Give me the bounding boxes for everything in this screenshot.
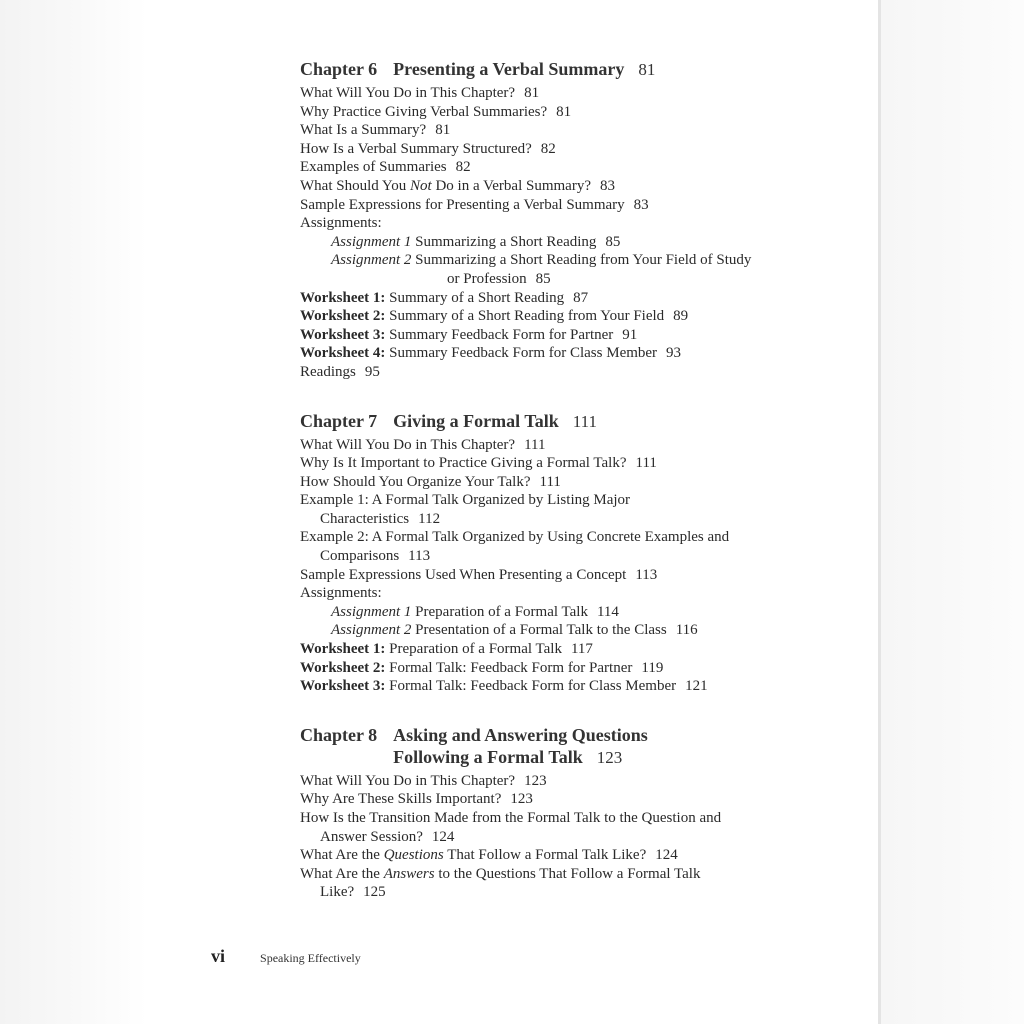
assignment-title: Summarizing a Short Reading from Your Field of Study bbox=[415, 252, 752, 269]
page-number: 114 bbox=[596, 603, 619, 620]
toc-entry-continuation bbox=[300, 828, 860, 847]
chapter-section bbox=[300, 58, 860, 382]
entry-text: Comparisons bbox=[320, 548, 400, 565]
chapter-heading bbox=[300, 724, 860, 769]
toc-entry bbox=[300, 196, 860, 215]
entry-text: What Will You Do in This Chapter? bbox=[300, 85, 516, 101]
entry-text: Answer Session? bbox=[320, 828, 423, 845]
page-number: 121 bbox=[685, 678, 708, 695]
chapter-title-line: Giving a Formal Talk bbox=[393, 410, 559, 431]
page-gutter-shadow bbox=[0, 0, 148, 1024]
toc-entry bbox=[300, 772, 860, 791]
chapter-title bbox=[393, 724, 648, 769]
worksheet-title: Summary of a Short Reading bbox=[389, 289, 565, 306]
page-number: 81 bbox=[556, 103, 572, 120]
page-number: 83 bbox=[633, 196, 649, 213]
entry-text: Do in a Verbal Summary? bbox=[431, 177, 591, 194]
page-number: 124 bbox=[655, 847, 678, 864]
toc-entry bbox=[300, 214, 860, 233]
entry-text: Example 1: A Formal Talk Organized by Listing Major bbox=[300, 492, 631, 509]
page-number: 123 bbox=[524, 772, 547, 789]
chapter-number: Chapter 7 bbox=[300, 410, 378, 431]
page-folio: vi bbox=[211, 946, 226, 966]
worksheet-entry bbox=[300, 307, 860, 326]
page-number: 111 bbox=[635, 455, 657, 472]
entry-text: Example 2: A Formal Talk Organized by Using Concrete Examples and bbox=[300, 529, 730, 546]
entry-text: Readings bbox=[300, 363, 356, 380]
page-number: 95 bbox=[364, 363, 380, 380]
page-footer bbox=[211, 946, 361, 967]
entry-text: What Is a Summary? bbox=[300, 122, 427, 139]
assignment-entry bbox=[300, 251, 860, 270]
entry-emphasis: Questions bbox=[383, 847, 444, 864]
page-number: 83 bbox=[600, 177, 615, 194]
assignment-title: or Profession bbox=[447, 270, 527, 287]
assignment-entry bbox=[300, 233, 860, 252]
worksheet-entry bbox=[300, 289, 860, 308]
toc-entry bbox=[300, 566, 860, 585]
toc-entry-continuation bbox=[300, 883, 860, 902]
worksheet-title: Summary of a Short Reading from Your Field bbox=[389, 308, 665, 325]
toc-entry bbox=[300, 103, 860, 122]
entry-text: Characteristics bbox=[320, 510, 410, 527]
page-number: 113 bbox=[635, 566, 658, 583]
toc-entry-continuation bbox=[300, 510, 860, 529]
assignment-title: Presentation of a Formal Talk to the Class bbox=[415, 622, 667, 639]
chapter-heading bbox=[300, 58, 860, 81]
page-number: 119 bbox=[641, 659, 664, 676]
entry-text: That Follow a Formal Talk Like? bbox=[443, 847, 647, 864]
toc-entry bbox=[300, 491, 860, 510]
page-number: 82 bbox=[455, 159, 471, 176]
entry-text: Sample Expressions Used When Presenting a Concept bbox=[300, 566, 627, 583]
chapter-title-line: Following a Formal Talk bbox=[393, 746, 583, 767]
entry-text: Examples of Summaries bbox=[300, 159, 447, 176]
toc-entry bbox=[300, 454, 860, 473]
assignment-label: Assignment 2 bbox=[331, 252, 412, 269]
chapter-title bbox=[393, 58, 655, 81]
worksheet-entry bbox=[300, 344, 860, 363]
worksheet-label: Worksheet 4: bbox=[300, 345, 386, 362]
running-footer-title: Speaking Effectively bbox=[260, 951, 361, 965]
assignment-title: Preparation of a Formal Talk bbox=[415, 603, 588, 620]
worksheet-title: Preparation of a Formal Talk bbox=[389, 641, 562, 658]
table-of-contents bbox=[300, 58, 860, 930]
page-number: 125 bbox=[363, 884, 386, 901]
page-number: 85 bbox=[605, 233, 621, 250]
page-number: 91 bbox=[622, 326, 638, 343]
worksheet-entry bbox=[300, 677, 860, 696]
toc-entry bbox=[300, 809, 860, 828]
entry-text: What Are the bbox=[300, 865, 384, 882]
page-number: 82 bbox=[540, 140, 556, 157]
worksheet-title: Summary Feedback Form for Partner bbox=[389, 326, 614, 343]
worksheet-title: Summary Feedback Form for Class Member bbox=[389, 345, 658, 362]
entry-text: Why Is It Important to Practice Giving a Formal Talk? bbox=[300, 455, 627, 472]
worksheet-label: Worksheet 3: bbox=[300, 326, 386, 343]
worksheet-label: Worksheet 2: bbox=[300, 308, 386, 325]
chapter-section bbox=[300, 410, 860, 696]
toc-entry bbox=[300, 140, 860, 159]
chapter-page-number: 81 bbox=[638, 60, 656, 79]
entry-emphasis: Not bbox=[410, 177, 432, 194]
toc-entry bbox=[300, 84, 860, 103]
chapter-title bbox=[393, 410, 597, 433]
chapter-title-line: Asking and Answering Questions bbox=[393, 724, 648, 745]
chapter-title-line: Presenting a Verbal Summary bbox=[393, 59, 625, 79]
worksheet-entry bbox=[300, 659, 860, 678]
toc-entry bbox=[300, 473, 860, 492]
worksheet-label: Worksheet 3: bbox=[300, 678, 386, 695]
page-number: 85 bbox=[535, 270, 551, 287]
worksheet-entry bbox=[300, 640, 860, 659]
entry-text: to the Questions That Follow a Formal Talk bbox=[434, 865, 701, 882]
chapter-page-number: 111 bbox=[572, 411, 597, 431]
worksheet-entry bbox=[300, 326, 860, 345]
page-number: 87 bbox=[573, 289, 589, 306]
assignment-entry bbox=[300, 603, 860, 622]
entry-text: Assignments: bbox=[300, 585, 382, 602]
chapter-heading bbox=[300, 410, 860, 433]
worksheet-label: Worksheet 1: bbox=[300, 641, 386, 658]
toc-entry bbox=[300, 528, 860, 547]
toc-entry bbox=[300, 584, 860, 603]
toc-entry bbox=[300, 363, 860, 382]
assignment-continuation bbox=[300, 270, 860, 289]
page-number: 93 bbox=[666, 345, 682, 362]
page-margin-shadow bbox=[881, 0, 1024, 1024]
entry-text: Sample Expressions for Presenting a Verbal Summary bbox=[300, 196, 625, 213]
assignment-label: Assignment 1 bbox=[331, 233, 412, 250]
toc-entry bbox=[300, 121, 860, 140]
assignment-label: Assignment 2 bbox=[331, 622, 412, 639]
worksheet-title: Formal Talk: Feedback Form for Partner bbox=[389, 659, 633, 676]
worksheet-label: Worksheet 1: bbox=[300, 289, 386, 306]
toc-entry bbox=[300, 790, 860, 809]
entry-text: Like? bbox=[320, 884, 355, 901]
entry-emphasis: Answers bbox=[383, 865, 435, 882]
worksheet-title: Formal Talk: Feedback Form for Class Member bbox=[389, 678, 677, 695]
worksheet-label: Worksheet 2: bbox=[300, 659, 386, 676]
page-number: 112 bbox=[418, 510, 441, 527]
chapter-page-number: 123 bbox=[596, 747, 623, 767]
entry-text: How Is the Transition Made from the Formal Talk to the Question and bbox=[300, 810, 722, 826]
chapter-section bbox=[300, 724, 860, 902]
entry-text: How Is a Verbal Summary Structured? bbox=[300, 140, 532, 157]
chapter-title-row bbox=[393, 58, 655, 81]
entry-text: What Should You bbox=[300, 177, 411, 194]
entry-text: Assignments: bbox=[300, 215, 382, 232]
assignment-label: Assignment 1 bbox=[331, 603, 412, 620]
page-number: 124 bbox=[431, 828, 455, 845]
chapter-number: Chapter 8 bbox=[300, 724, 378, 745]
page-number: 116 bbox=[675, 622, 698, 639]
page-number: 123 bbox=[510, 791, 533, 808]
entry-text: Why Practice Giving Verbal Summaries? bbox=[300, 103, 548, 120]
chapter-number: Chapter 6 bbox=[300, 59, 378, 79]
page-number: 111 bbox=[539, 473, 561, 490]
toc-entry bbox=[300, 846, 860, 865]
chapter-title-row bbox=[393, 724, 648, 746]
entry-text: What Will You Do in This Chapter? bbox=[300, 772, 516, 789]
toc-entry bbox=[300, 177, 860, 196]
page-number: 111 bbox=[524, 436, 546, 453]
toc-entry-continuation bbox=[300, 547, 860, 566]
chapter-title-row bbox=[393, 410, 597, 433]
page-number: 81 bbox=[435, 122, 451, 139]
page-number: 89 bbox=[673, 308, 689, 325]
toc-entry bbox=[300, 436, 860, 455]
entry-text: What Are the bbox=[300, 847, 384, 864]
page-number: 117 bbox=[570, 641, 593, 658]
toc-entry bbox=[300, 158, 860, 177]
assignment-entry bbox=[300, 621, 860, 640]
entry-text: Why Are These Skills Important? bbox=[300, 791, 502, 808]
toc-entry bbox=[300, 865, 860, 884]
chapter-title-row bbox=[393, 746, 648, 769]
entry-text: How Should You Organize Your Talk? bbox=[300, 473, 531, 490]
page-number: 113 bbox=[408, 548, 431, 565]
entry-text: What Will You Do in This Chapter? bbox=[300, 436, 516, 453]
assignment-title: Summarizing a Short Reading bbox=[415, 233, 597, 250]
page-number: 81 bbox=[524, 85, 540, 101]
